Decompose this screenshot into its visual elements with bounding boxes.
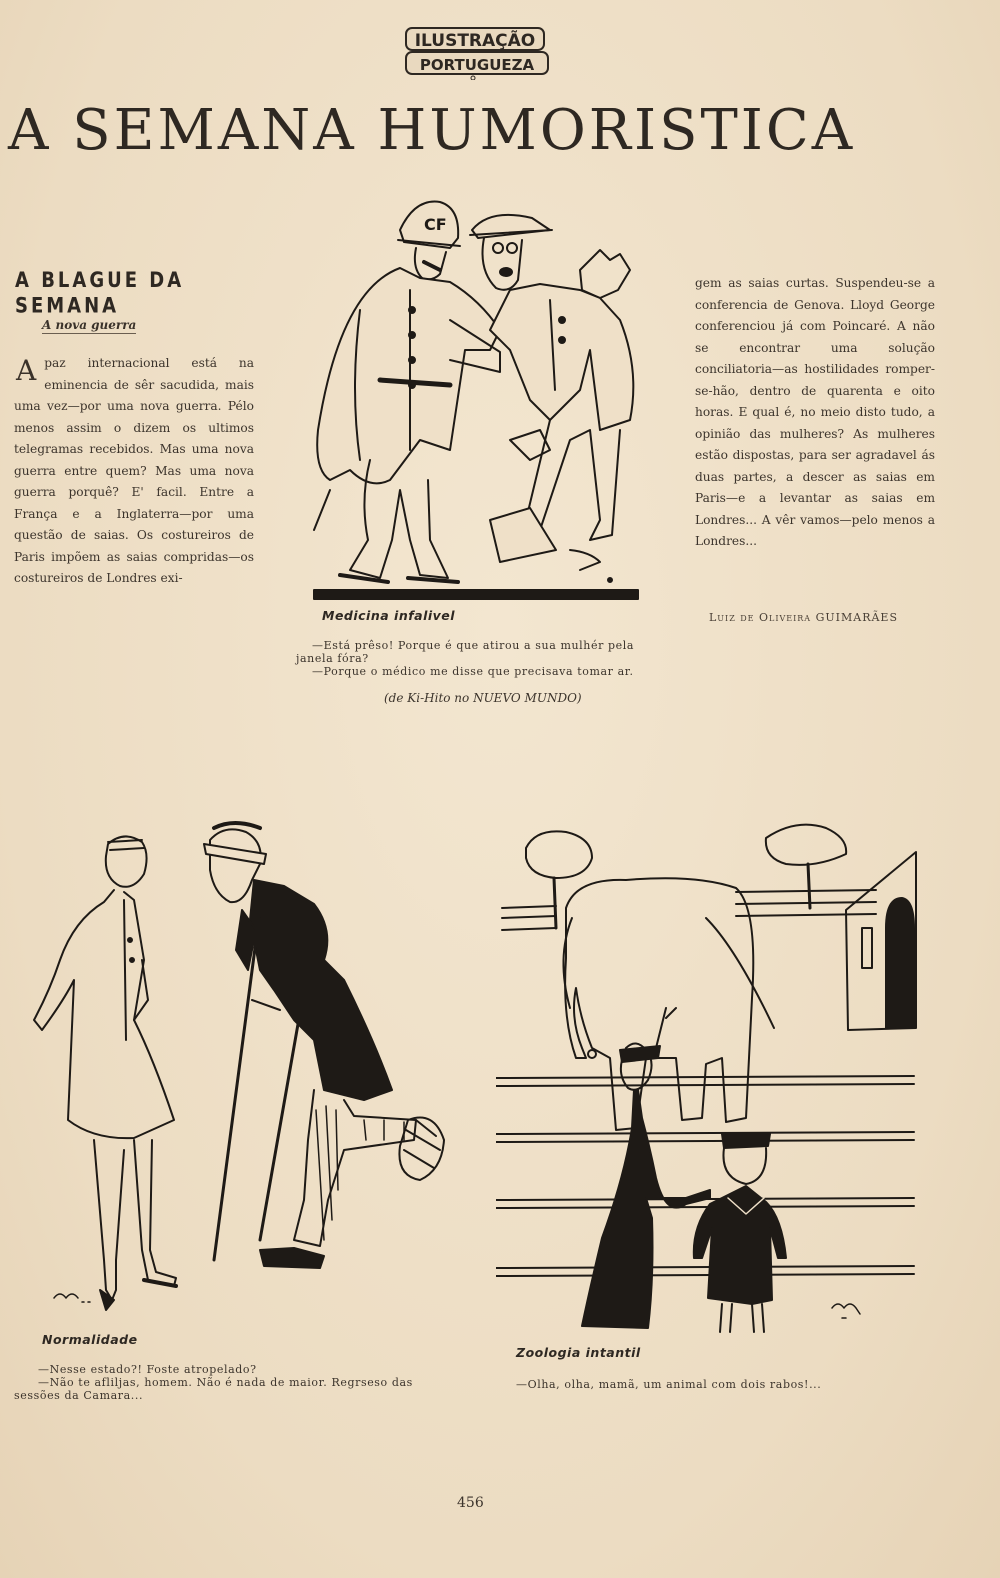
- caption-title-bottom-left: Normalidade: [42, 1332, 138, 1347]
- caption-line-bottom-left-2: —Não te afliljas, homem. Não é nada de maior. Regrseso das sessões da Camara...: [14, 1376, 413, 1402]
- page-title: A SEMANA HUMORISTICA: [8, 98, 856, 163]
- masthead-line1: ILUSTRAÇÃO: [414, 31, 536, 51]
- article-column-left: [14, 353, 254, 590]
- caption-title-bottom-right: Zoologia intantil: [516, 1345, 641, 1360]
- cartoon-policeman-illustration: [300, 190, 650, 605]
- caption-line-bottom-left-1: —Nesse estado?! Foste atropelado?: [38, 1363, 257, 1376]
- masthead-logo: [404, 22, 550, 80]
- caption-title-top: Medicina infalivel: [322, 608, 456, 623]
- page-number: 456: [457, 1495, 484, 1511]
- cartoon-normalidade-illustration: [24, 820, 454, 1320]
- article-text-right: gem as saias curtas. Suspendeu-se a conferencia de Genova. Lloyd George conferenciou já com Poincaré. A não se encontrar uma solução conciliatoria—as hostilidades romper-se-hão, dentro de quarenta e oito horas. E qual é, no meio disto tudo, a opinião das mulheres? As mulheres estão dispostas, para ser agradavel ás duas partes, a descer as saias em Paris—e a levantar as saias em Londres... A vêr vamos—pelo menos a Londres...: [695, 276, 935, 548]
- section-title: A BLAGUE DA SEMANA: [15, 268, 185, 319]
- article-author: Luiz de Oliveira GUIMARÃES: [709, 611, 898, 624]
- caption-line-top-1: —Está prêso! Porque é que atirou a sua mulhér pela janela fóra?: [296, 639, 635, 665]
- caption-credit-top: (de Ki-Hito no NUEVO MUNDO): [384, 691, 582, 705]
- cartoon-zoologia-illustration: [496, 818, 920, 1338]
- article-text-left: paz internacional está na eminencia de sêr sacudida, mais uma vez—por uma nova guerra. Pélo menos assim o dizem os ultimos telegramas recebidos. Mas uma nova guerra entre quem? Mas uma nova guerra porquê? E' facil. Entre a França e a Inglaterra—por uma questão de saias. Os costureiros de Paris impõem as saias compridas—os costureiros de Londres exi-: [14, 356, 254, 585]
- caption-line-top-2: —Porque o médico me disse que precisava tomar ar.: [312, 665, 634, 678]
- helmet-mark: CF: [424, 215, 447, 234]
- masthead-line2: PORTUGUEZA: [419, 56, 535, 74]
- article-subtitle: A nova guerra: [42, 318, 137, 332]
- drop-cap: A: [16, 354, 37, 387]
- caption-line-bottom-right-1: —Olha, olha, mamã, um animal com dois rabos!...: [516, 1378, 822, 1391]
